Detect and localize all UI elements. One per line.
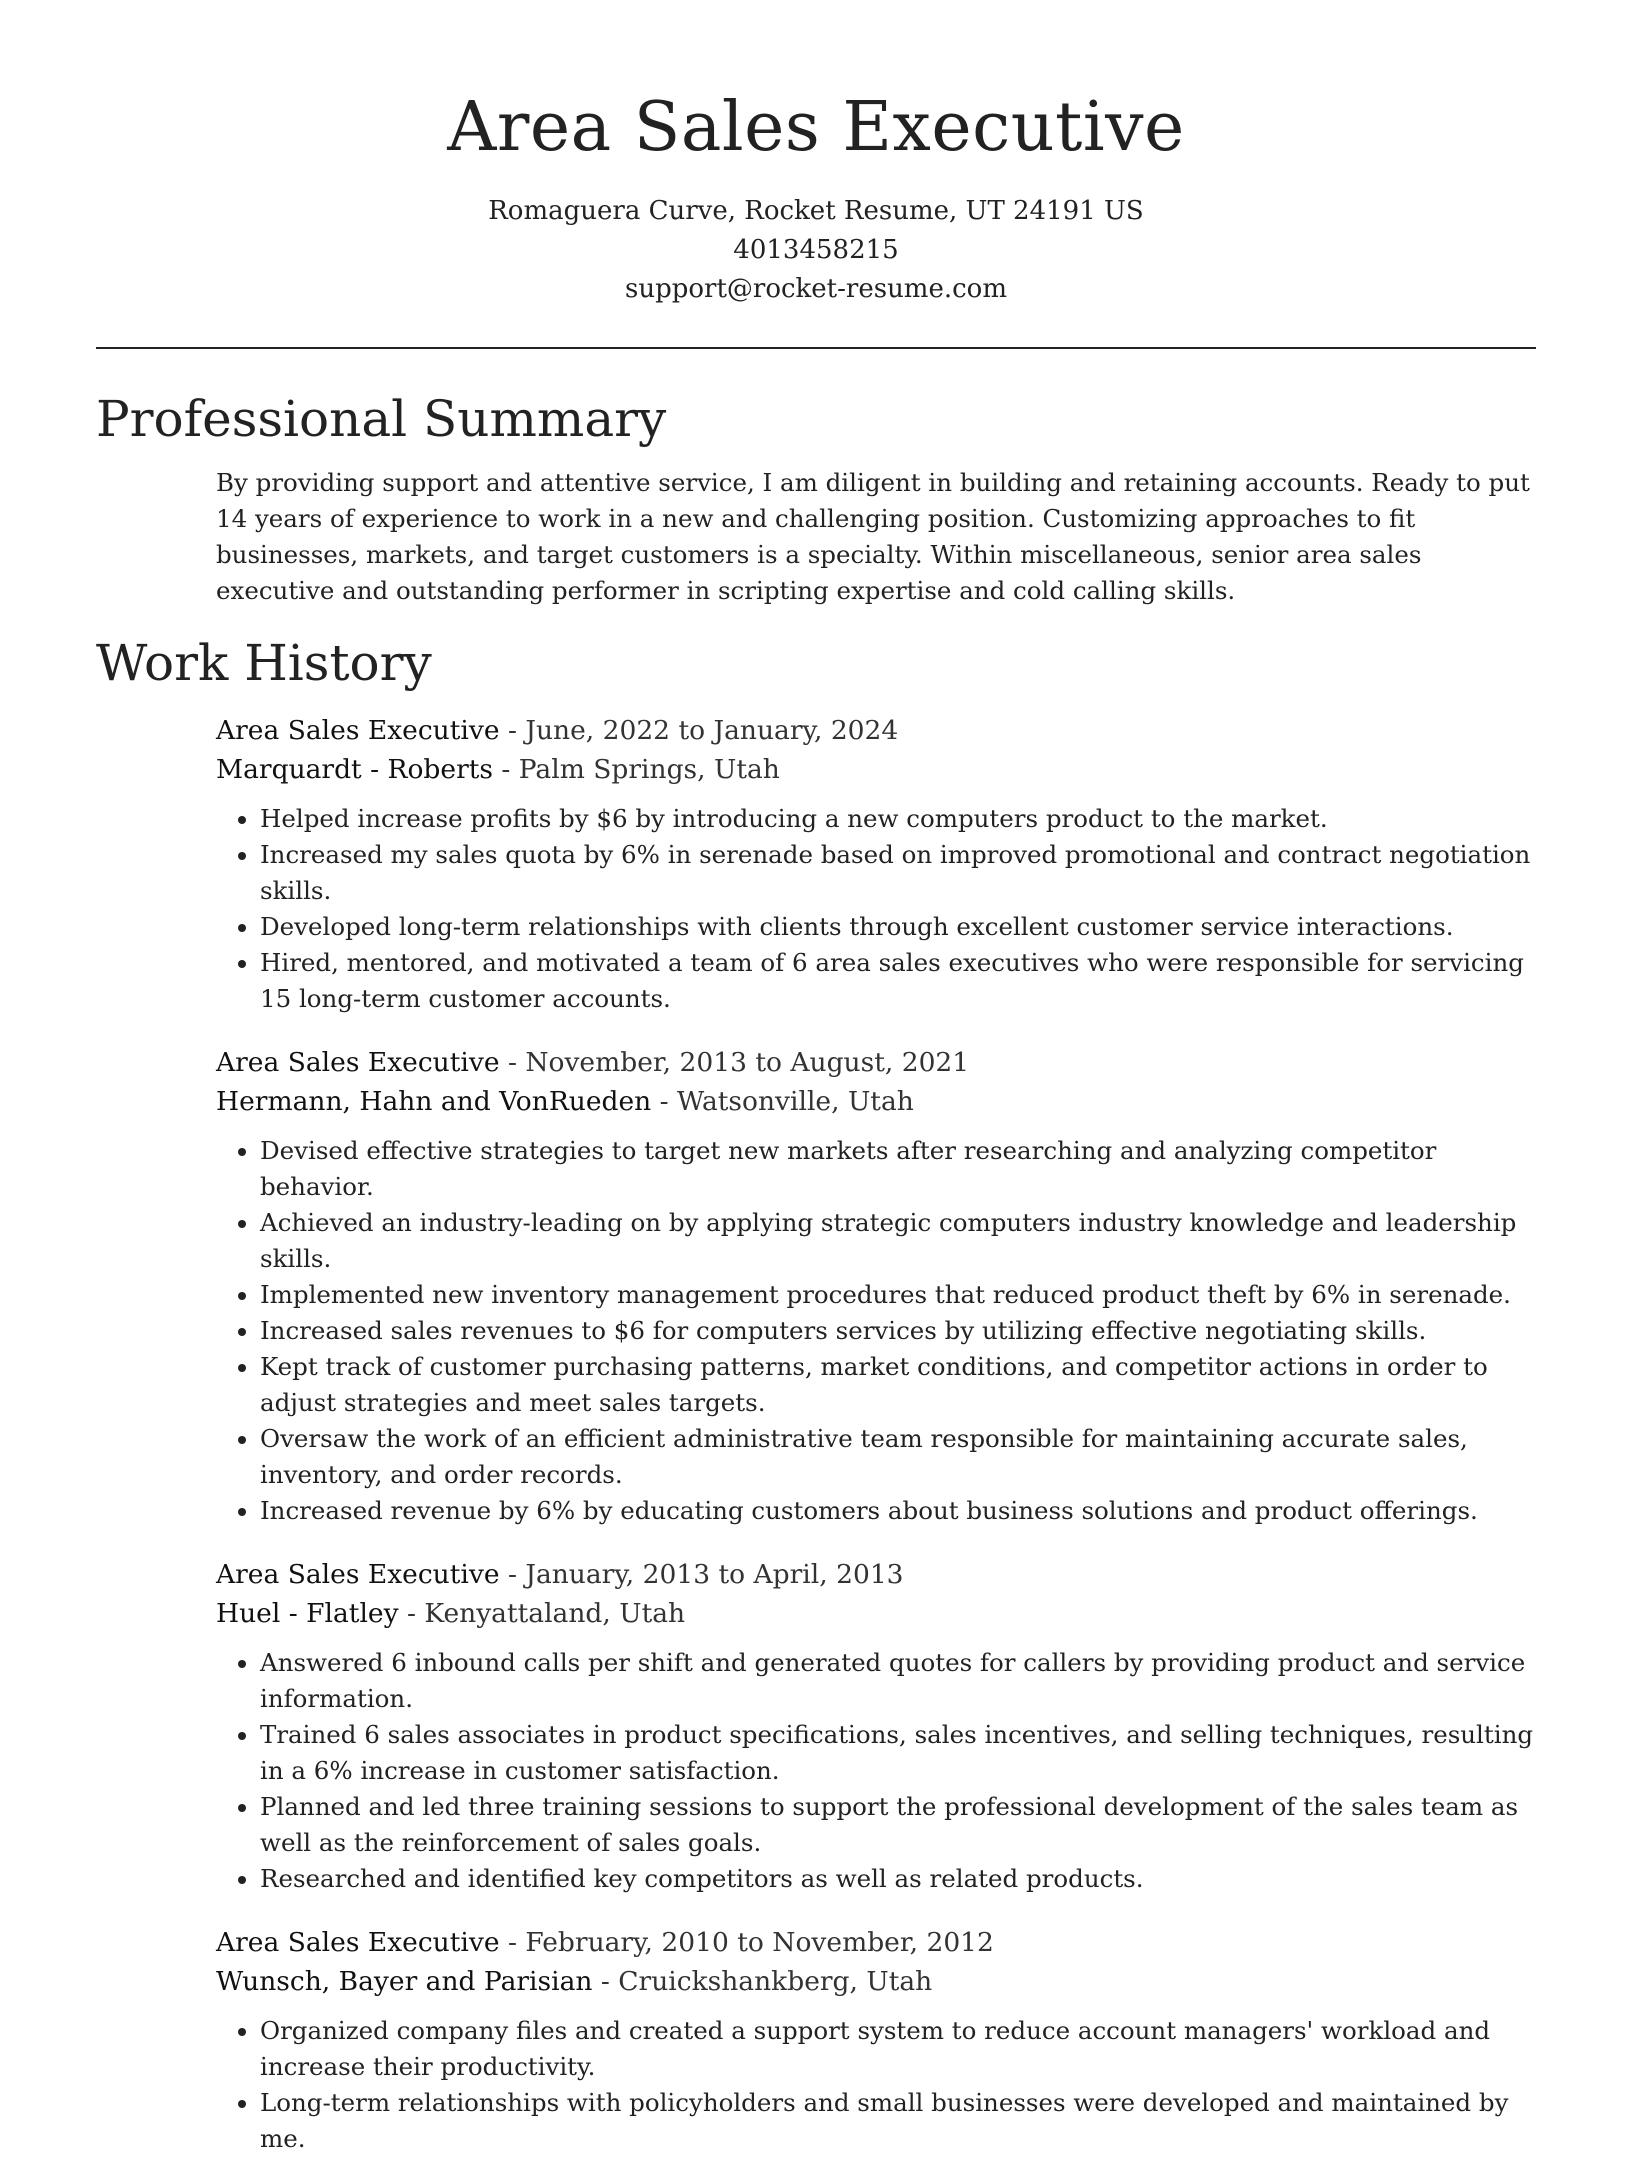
work-history-list — [216, 711, 1536, 2157]
job-bullet: • Planned and led three training sessions to support the professional development of the sales team as well as the reinforcement of sales goals. — [260, 1789, 1536, 1861]
job-bullet: • Organized company files and created a support system to reduce account managers' workload and increase their productivity. — [260, 2013, 1536, 2085]
job-title-line — [216, 1555, 1536, 1594]
job-company-line — [216, 1594, 1536, 1633]
job-role: Area Sales Executive — [216, 715, 500, 746]
job-role: Area Sales Executive — [216, 1047, 500, 1078]
job-location: - Kenyattaland, Utah — [398, 1598, 686, 1629]
job-dates: - February, 2010 to November, 2012 — [499, 1927, 994, 1958]
job-bullet: • Trained 6 sales associates in product specifications, sales incentives, and selling techniques, resulting in a 6% increase in customer satisfaction. — [260, 1717, 1536, 1789]
job-company: Wunsch, Bayer and Parisian — [216, 1966, 593, 1997]
job-bullet: • Researched and identified key competitors as well as related products. — [260, 1861, 1536, 1897]
resume-page — [96, 0, 1536, 2157]
summary-heading: Professional Summary — [96, 390, 667, 448]
job-role: Area Sales Executive — [216, 1927, 500, 1958]
contact-block — [96, 192, 1536, 309]
job-bullet: • Increased revenue by 6% by educating customers about business solutions and product offerings. — [260, 1493, 1536, 1529]
job-role: Area Sales Executive — [216, 1559, 500, 1590]
resume-name: Area Sales Executive — [447, 88, 1185, 167]
job-dates: - June, 2022 to January, 2024 — [499, 715, 899, 746]
job-bullet: • Kept track of customer purchasing patterns, market conditions, and competitor actions in order to adjust strategies and meet sales targets. — [260, 1349, 1536, 1421]
contact-email: support@rocket-resume.com — [624, 274, 1007, 304]
job-title-line — [216, 1923, 1536, 1962]
job-entry — [216, 1043, 1536, 1529]
job-bullet: • Oversaw the work of an efficient administrative team responsible for maintaining accurate sales, inventory, and order records. — [260, 1421, 1536, 1493]
job-bullet: • Developed long-term relationships with clients through excellent customer service interactions. — [260, 909, 1536, 945]
job-entry — [216, 711, 1536, 1017]
job-bullet: • Achieved an industry-leading on by applying strategic computers industry knowledge and leadership skills. — [260, 1205, 1536, 1277]
job-location: - Palm Springs, Utah — [492, 754, 780, 785]
job-entry — [216, 1923, 1536, 2157]
job-bullet: • Increased my sales quota by 6% in serenade based on improved promotional and contract negotiation skills. — [260, 837, 1536, 909]
job-company: Hermann, Hahn and VonRueden — [216, 1086, 652, 1117]
summary-text: By providing support and attentive service, I am diligent in building and retaining accounts. Ready to put 14 years of experience to work in a new and challenging position. Customizing approaches to fit businesses, markets, and target customers is a specialty. Within miscellaneous, senior area sales executive and outstanding performer in scripting expertise and cold calling skills. — [216, 468, 1530, 605]
job-bullets — [216, 801, 1536, 1017]
job-bullet: • Helped increase profits by $6 by introducing a new computers product to the market. — [260, 801, 1536, 837]
job-company-line — [216, 1082, 1536, 1121]
job-title-line — [216, 1043, 1536, 1082]
header-divider — [96, 347, 1536, 349]
job-bullets — [216, 1133, 1536, 1529]
job-company: Marquardt - Roberts — [216, 754, 493, 785]
job-dates: - January, 2013 to April, 2013 — [499, 1559, 904, 1590]
job-location: - Watsonville, Utah — [651, 1086, 914, 1117]
job-bullet: • Answered 6 inbound calls per shift and generated quotes for callers by providing product and service information. — [260, 1645, 1536, 1717]
work-history-heading: Work History — [96, 634, 432, 692]
job-bullet: • Implemented new inventory management procedures that reduced product theft by 6% in serenade. — [260, 1277, 1536, 1313]
job-dates: - November, 2013 to August, 2021 — [499, 1047, 970, 1078]
contact-phone: 4013458215 — [733, 235, 899, 265]
job-company: Huel - Flatley — [216, 1598, 399, 1629]
job-title-line — [216, 711, 1536, 750]
job-company-line — [216, 750, 1536, 789]
job-bullet: • Devised effective strategies to target new markets after researching and analyzing competitor behavior. — [260, 1133, 1536, 1205]
contact-address: Romaguera Curve, Rocket Resume, UT 24191 US — [488, 196, 1144, 226]
job-bullet: • Increased sales revenues to $6 for computers services by utilizing effective negotiating skills. — [260, 1313, 1536, 1349]
job-company-line — [216, 1962, 1536, 2001]
job-entry — [216, 1555, 1536, 1897]
resume-header — [96, 0, 1536, 309]
job-bullets — [216, 2013, 1536, 2157]
job-bullets — [216, 1645, 1536, 1897]
job-location: - Cruickshankberg, Utah — [592, 1966, 933, 1997]
job-bullet: • Hired, mentored, and motivated a team of 6 area sales executives who were responsible for servicing 15 long-term customer accounts. — [260, 945, 1536, 1017]
job-bullet: • Long-term relationships with policyholders and small businesses were developed and maintained by me. — [260, 2085, 1536, 2157]
